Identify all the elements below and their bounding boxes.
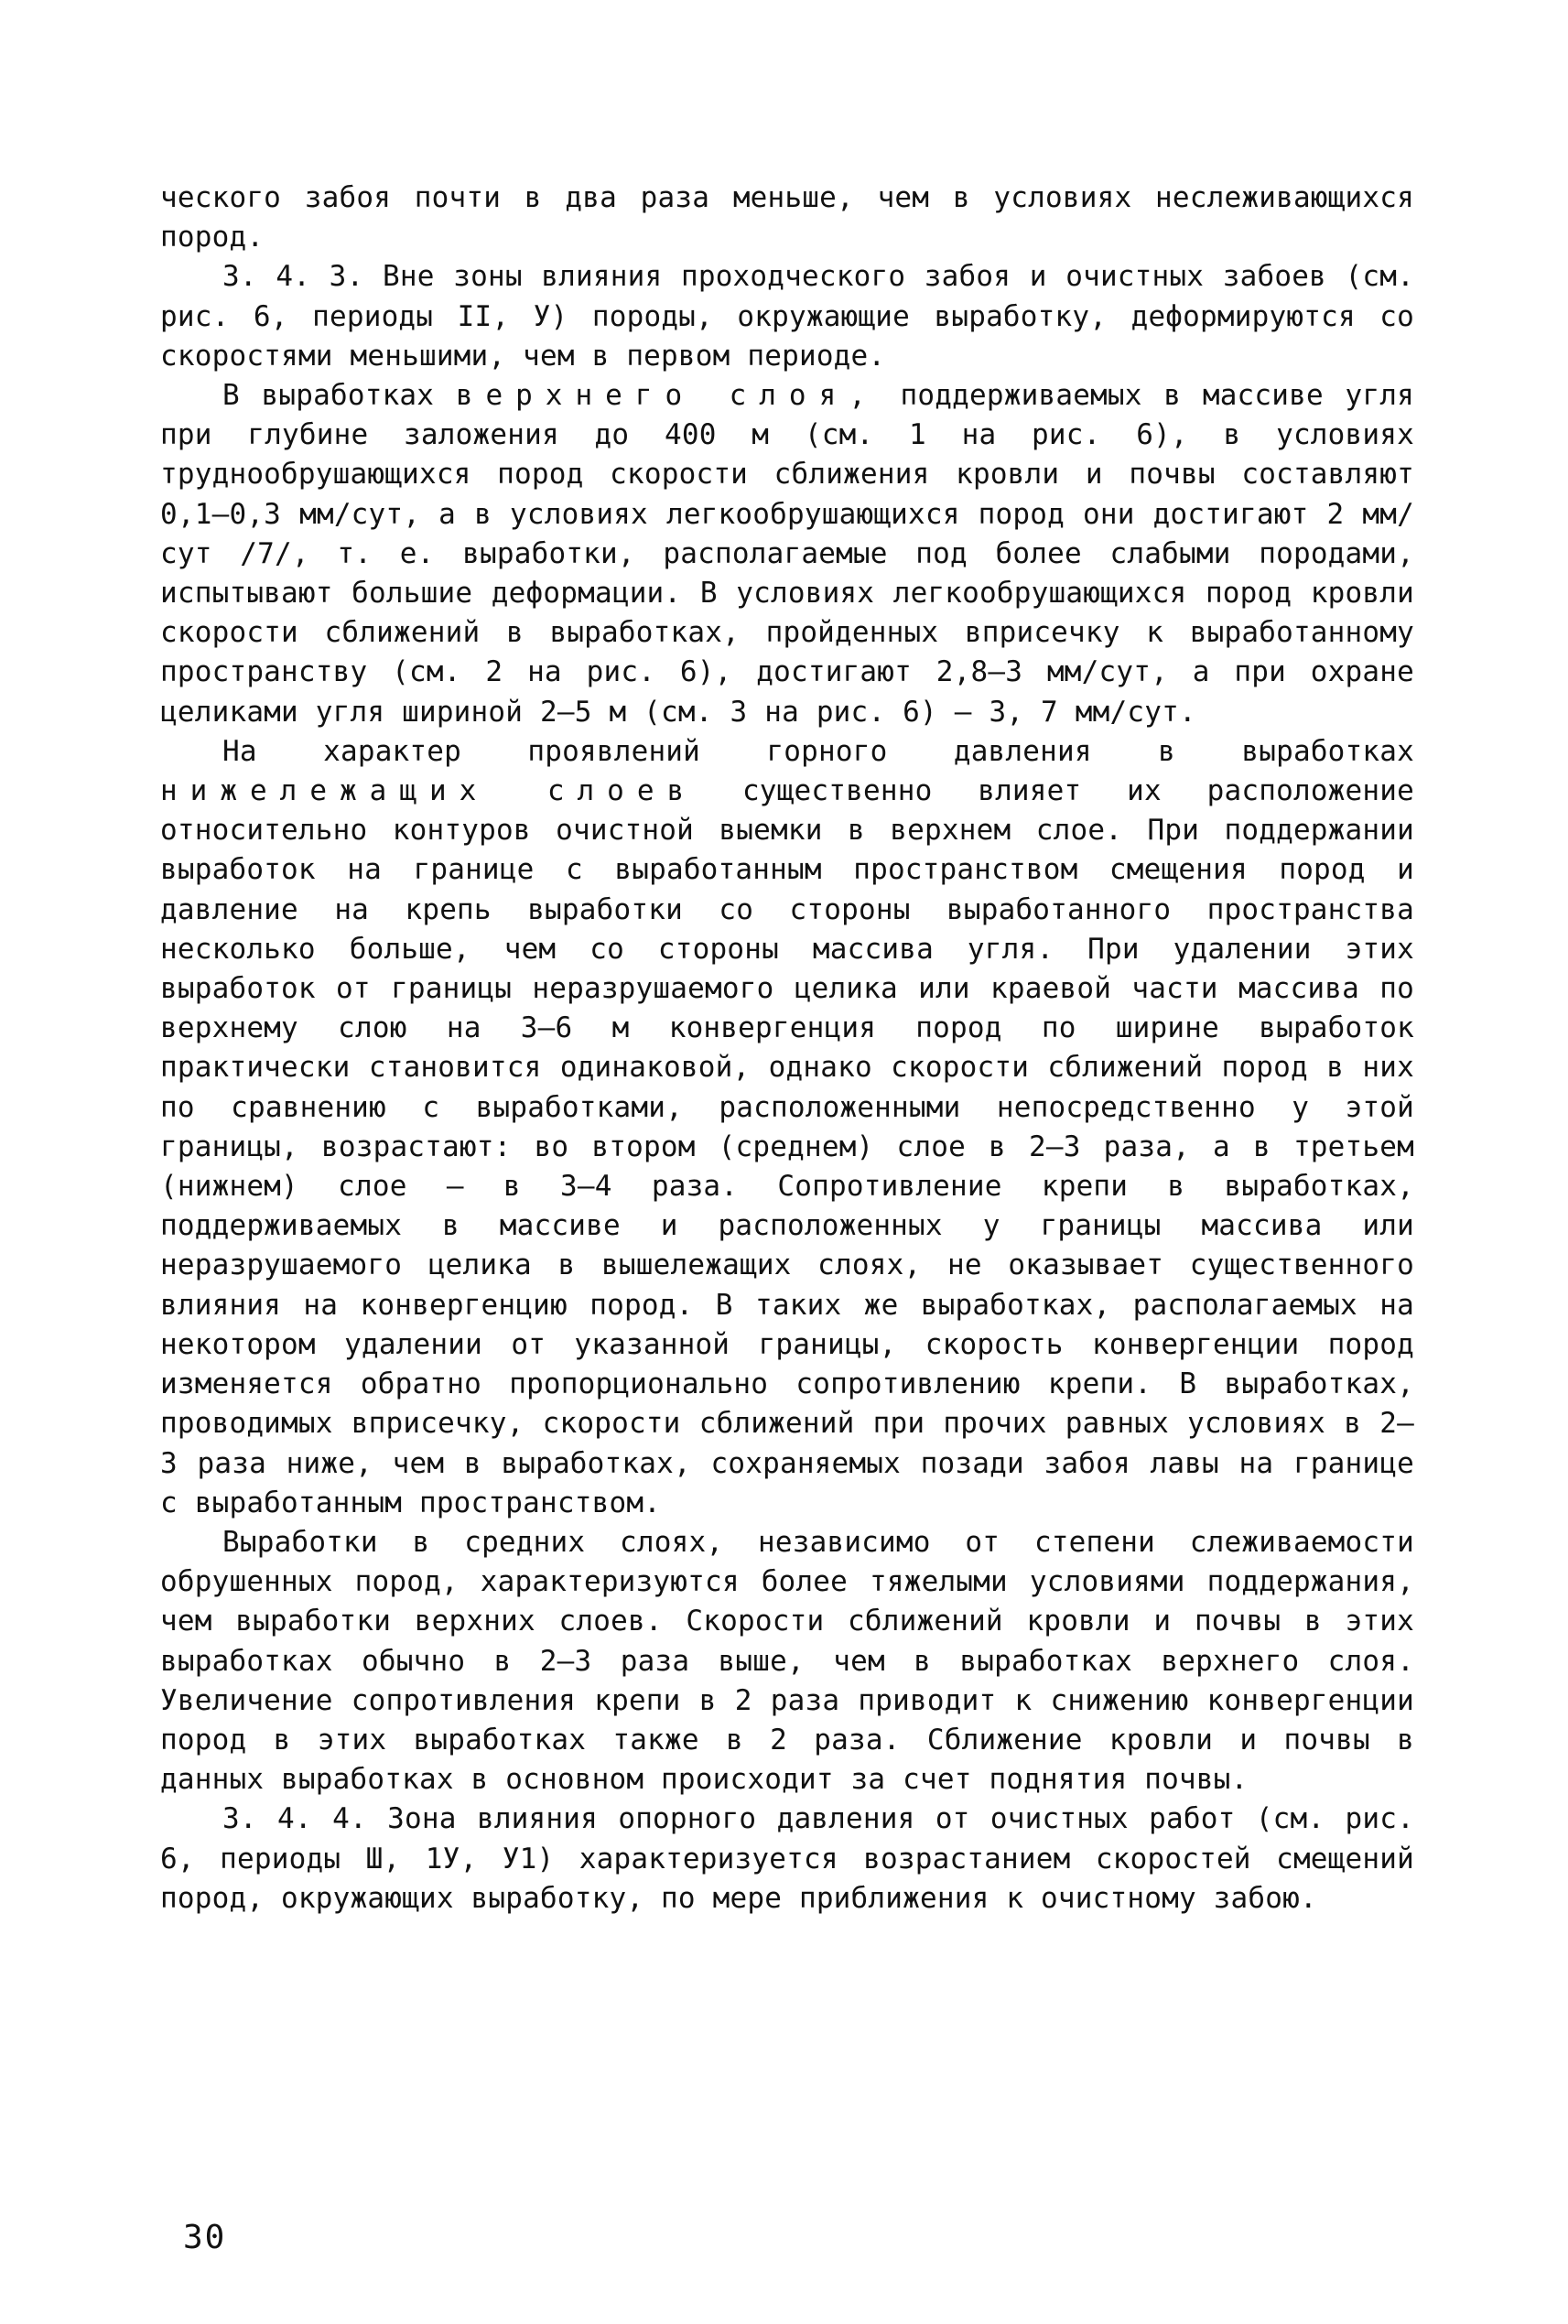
spaced-term-lower-layers: нижележащих слоев (160, 774, 697, 808)
paragraph-upper-layer-rest: поддерживаемых в массиве угля при глубине заложения до 400 м (см. 1 на рис. 6), в условиях труднообрушающихся пород скорости сближения кровли и почвы составляют 0,1–0,3 мм/сут, а в условиях легкообрушающихся пород они достигают 2 мм/сут /7/, т. е. выработки, располагаемые под более слабыми породами, испытывают большие деформации. В условиях легкообрушающихся пород кровли скорости сближений в выработках, пройденных вприсечку к выработанному пространству (см. 2 на рис. 6), достигают 2,8–3 мм/сут, а при охране целиками угля шириной 2–5 м (см. 3 на рис. 6) – 3, 7 мм/сут. (160, 379, 1414, 729)
paragraph-lower-layers-start: На характер проявлений горного давления в выработках (222, 734, 1414, 768)
paragraph-3-4-3: 3. 4. 3. Вне зоны влияния проходческого забоя и очистных забоев (см. рис. 6, периоды II, У) породы, окружающие выработку, деформируются со скоростями меньшими, чем в первом периоде. (160, 260, 1414, 373)
paragraph-upper-layer-start: В выработках (222, 379, 456, 413)
spaced-term-upper-layer: верхнего слоя, (455, 379, 879, 413)
page-number: 30 (183, 2219, 227, 2256)
paragraph-lower-layers-rest: существенно влияет их расположение относительно контуров очистной выемки в верхнем слое. При поддержании выработок на границе с выработанным пространством смещения пород и давление на крепь выработки со стороны выработанного пространства несколько больше, чем со стороны массива угля. При удалении этих выработок от границы неразрушаемого целика или краевой части массива по верхнему слою на 3–6 м конвергенция пород по ширине выработок практически становится одинаковой, однако скорости сближений пород в них по сравнению с выработками, расположенными непосредственно у этой границы, возрастают: во втором (среднем) слое в 2–3 раза, а в третьем (нижнем) слое – в 3–4 раза. Сопротивление крепи в выработках, поддерживаемых в массиве и расположенных у границы массива или неразрушаемого целика в вышележащих слоях, не оказывает существенного влияния на конвергенцию пород. В таких же выработках, располагаемых на некотором удалении от указанной границы, скорость конвергенции пород изменяется обратно пропорционально сопротивлению крепи. В выработках, проводимых вприсечку, скорости сближений при прочих равных условиях в 2–3 раза ниже, чем в выработках, сохраняемых позади забоя лавы на границе с выработанным пространством. (160, 774, 1414, 1519)
paragraph-lower-layers (160, 732, 1414, 1523)
paragraph-upper-layer (160, 376, 1414, 732)
page-body (160, 178, 1414, 1919)
paragraph-middle-layers: Выработки в средних слоях, независимо от степени слеживаемости обрушенных пород, характеризуются более тяжелыми условиями поддержания, чем выработки верхних слоев. Скорости сближений кровли и почвы в этих выработках обычно в 2–3 раза выше, чем в выработках верхнего слоя. Увеличение сопротивления крепи в 2 раза приводит к снижению конвергенции пород в этих выработках также в 2 раза. Сближение кровли и почвы в данных выработках в основном происходит за счет поднятия почвы. (160, 1525, 1414, 1797)
paragraph-continuation: ческого забоя почти в два раза меньше, чем в условиях неслеживающихся пород. (160, 181, 1414, 254)
paragraph-3-4-4: 3. 4. 4. Зона влияния опорного давления от очистных работ (см. рис. 6, периоды Ш, 1У, У1) характеризуется возрастанием скоростей смещений пород, окружающих выработку, по мере приближения к очистному забою. (160, 1802, 1414, 1915)
